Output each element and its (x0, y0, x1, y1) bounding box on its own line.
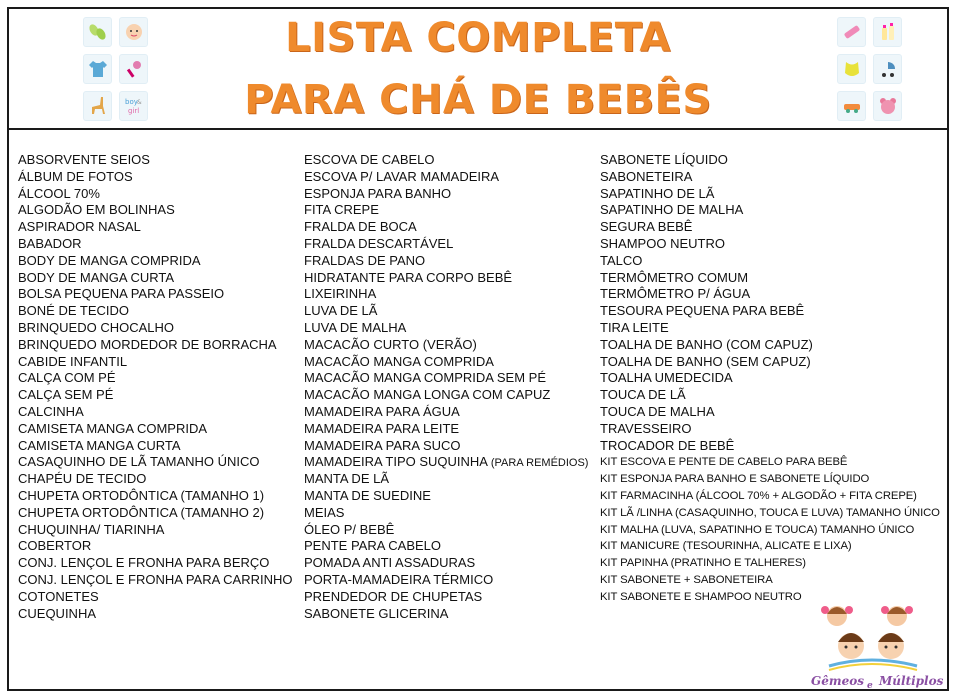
list-item: FRALDA DE BOCA (304, 219, 417, 235)
list-item: SAPATINHO DE MALHA (600, 202, 744, 218)
list-item: ESCOVA P/ LAVAR MAMADEIRA (304, 168, 500, 184)
list-column-1 (18, 152, 293, 622)
list-item: ALGODÃO EM BOLINHAS (18, 202, 175, 218)
list-item-label: MAMADEIRA TIPO SUQUINHA (304, 454, 488, 470)
list-item: TERMÔMETRO P/ ÁGUA (600, 286, 751, 302)
list-column-2 (304, 152, 588, 622)
list-item: TOALHA DE BANHO (SEM CAPUZ) (600, 353, 811, 369)
list-item: SABONETE LÍQUIDO (600, 152, 728, 167)
list-item: MACACÃO MANGA COMPRIDA (304, 353, 494, 369)
list-item: ÁLBUM DE FOTOS (18, 168, 133, 184)
list-item: CHUQUINHA/ TIARINHA (18, 521, 165, 537)
list-item: CAMISETA MANGA COMPRIDA (18, 420, 208, 436)
list-item: TOALHA DE BANHO (COM CAPUZ) (600, 336, 813, 352)
list-item: BODY DE MANGA CURTA (18, 269, 175, 285)
list-item: MANTA DE LÃ (304, 471, 390, 487)
girl-label: girl (127, 107, 139, 115)
kit-item: KIT ESCOVA E PENTE DE CABELO PARA BEBÊ (600, 456, 848, 469)
list-item: FRALDAS DE PANO (304, 252, 426, 268)
teddy-bear-icon (873, 91, 902, 121)
list-item: TESOURA PEQUENA PARA BEBÊ (600, 303, 805, 319)
list-item: TROCADOR DE BEBÊ (600, 437, 735, 453)
toy-car-icon (837, 91, 866, 121)
stroller-icon (873, 54, 902, 84)
baby-bottles-icon (873, 17, 902, 47)
list-item: BOLSA PEQUENA PARA PASSEIO (18, 286, 225, 302)
comb-icon (837, 17, 866, 47)
list-item: LUVA DE MALHA (304, 319, 407, 335)
list-item: LUVA DE LÃ (304, 303, 378, 319)
list-item: SABONETE GLICERINA (304, 605, 449, 621)
list-item: MACACÃO CURTO (VERÃO) (304, 336, 477, 352)
list-item: CHUPETA ORTODÔNTICA (TAMANHO 1) (18, 487, 265, 503)
list-item: FRALDA DESCARTÁVEL (304, 235, 454, 251)
list-item: SEGURA BEBÊ (600, 219, 693, 235)
list-item: TALCO (600, 252, 643, 268)
kit-item: KIT ESPONJA PARA BANHO E SABONETE LÍQUIDO (600, 473, 870, 486)
kit-item: KIT MANICURE (TESOURINHA, ALICATE E LIXA) (600, 540, 852, 553)
boy-label: boy (124, 98, 138, 106)
list-item: CABIDE INFANTIL (18, 353, 128, 369)
list-item: CONJ. LENÇOL E FRONHA PARA CARRINHO (18, 571, 293, 587)
baby-face-icon (119, 17, 148, 47)
list-item: TERMÔMETRO COMUM (600, 269, 749, 285)
list-item: BABADOR (18, 235, 82, 251)
kit-item: KIT PAPINHA (PRATINHO E TALHERES) (600, 557, 806, 570)
list-item: BRINQUEDO MORDEDOR DE BORRACHA (18, 336, 277, 352)
list-item: ASPIRADOR NASAL (18, 219, 141, 235)
list-item: CASAQUINHO DE LÃ TAMANHO ÚNICO (18, 454, 260, 470)
list-item: ÁLCOOL 70% (18, 185, 100, 201)
list-item: BODY DE MANGA COMPRIDA (18, 252, 201, 268)
list-item: TIRA LEITE (600, 319, 669, 335)
list-item: TOALHA UMEDECIDA (600, 370, 733, 386)
list-item: SABONETEIRA (600, 168, 693, 184)
list-item: CHUPETA ORTODÔNTICA (TAMANHO 2) (18, 504, 265, 520)
list-item: CAMISETA MANGA CURTA (18, 437, 181, 453)
bib-icon (837, 54, 866, 84)
list-item: ESCOVA DE CABELO (304, 152, 435, 167)
logo-text-right: Múltiplos (879, 674, 944, 688)
list-item: TOUCA DE MALHA (600, 403, 715, 419)
list-item: ÓLEO P/ BEBÊ (304, 521, 395, 537)
list-item: MANTA DE SUEDINE (304, 487, 431, 503)
kit-item: KIT SABONETE E SHAMPOO NEUTRO (600, 590, 802, 603)
list-item: ESPONJA PARA BANHO (304, 185, 452, 201)
list-item: LIXEIRINHA (304, 286, 377, 302)
right-icon-grid (837, 17, 903, 123)
list-item: MAMADEIRA PARA SUCO (304, 437, 461, 453)
list-item: MAMADEIRA PARA LEITE (304, 420, 460, 436)
list-item: SAPATINHO DE LÃ (600, 185, 715, 201)
left-icon-grid (83, 17, 149, 123)
boy-girl-icon (119, 91, 148, 121)
kit-item: KIT FARMACINHA (ÁLCOOL 70% + ALGODÃO + FITA CREPE) (600, 489, 917, 502)
list-item: MEIAS (304, 504, 345, 520)
list-item: CALÇA COM PÉ (18, 370, 116, 386)
rattle-icon (119, 54, 148, 84)
logo-text-left: Gêmeos (811, 674, 864, 688)
ampersand-label: & (136, 99, 142, 106)
list-item: TOUCA DE LÃ (600, 387, 686, 403)
list-item: CONJ. LENÇOL E FRONHA PARA BERÇO (18, 555, 270, 571)
list-item-note: (PARA REMÉDIOS) (490, 457, 589, 470)
list-item: COBERTOR (18, 538, 92, 554)
twins-illustration-icon (799, 594, 949, 674)
onesie-icon (83, 54, 112, 84)
list-column-3 (600, 152, 940, 606)
header (9, 9, 947, 130)
page-title-line-2: PARA CHÁ DE BEBÊS (244, 77, 712, 123)
list-item: PENTE PARA CABELO (304, 538, 442, 554)
list-item (304, 454, 588, 471)
list-item: HIDRATANTE PARA CORPO BEBÊ (304, 269, 513, 285)
list-item: PORTA-MAMADEIRA TÉRMICO (304, 571, 494, 587)
giraffe-icon (83, 91, 112, 121)
page-frame (7, 7, 949, 691)
list-item: BONÉ DE TECIDO (18, 303, 130, 319)
gemeos-multiplos-logo (799, 594, 949, 694)
kit-item: KIT LÃ /LINHA (CASAQUINHO, TOUCA E LUVA) TAMANHO ÚNICO (600, 506, 940, 519)
logo-text-mid: e (867, 681, 873, 691)
list-item: PRENDEDOR DE CHUPETAS (304, 588, 483, 604)
list-item: SHAMPOO NEUTRO (600, 235, 725, 251)
list-item: CHAPÉU DE TECIDO (18, 471, 147, 487)
list-item: CUEQUINHA (18, 605, 97, 621)
kit-item: KIT SABONETE + SABONETEIRA (600, 573, 773, 586)
list-item: TRAVESSEIRO (600, 420, 692, 436)
list-item: CALCINHA (18, 403, 84, 419)
list-item: ABSORVENTE SEIOS (18, 152, 150, 167)
kit-item: KIT MALHA (LUVA, SAPATINHO E TOUCA) TAMANHO ÚNICO (600, 523, 915, 536)
list-item: POMADA ANTI ASSADURAS (304, 555, 476, 571)
list-item: FITA CREPE (304, 202, 379, 218)
list-item: BRINQUEDO CHOCALHO (18, 319, 175, 335)
list-item: COTONETES (18, 588, 99, 604)
list-item: MACACÃO MANGA LONGA COM CAPUZ (304, 387, 551, 403)
page-title-line-1: LISTA COMPLETA (285, 15, 671, 61)
list-item: MAMADEIRA PARA ÁGUA (304, 403, 460, 419)
baby-shoes-icon (83, 17, 112, 47)
list-item: CALÇA SEM PÉ (18, 387, 114, 403)
list-item: MACACÃO MANGA COMPRIDA SEM PÉ (304, 370, 546, 386)
